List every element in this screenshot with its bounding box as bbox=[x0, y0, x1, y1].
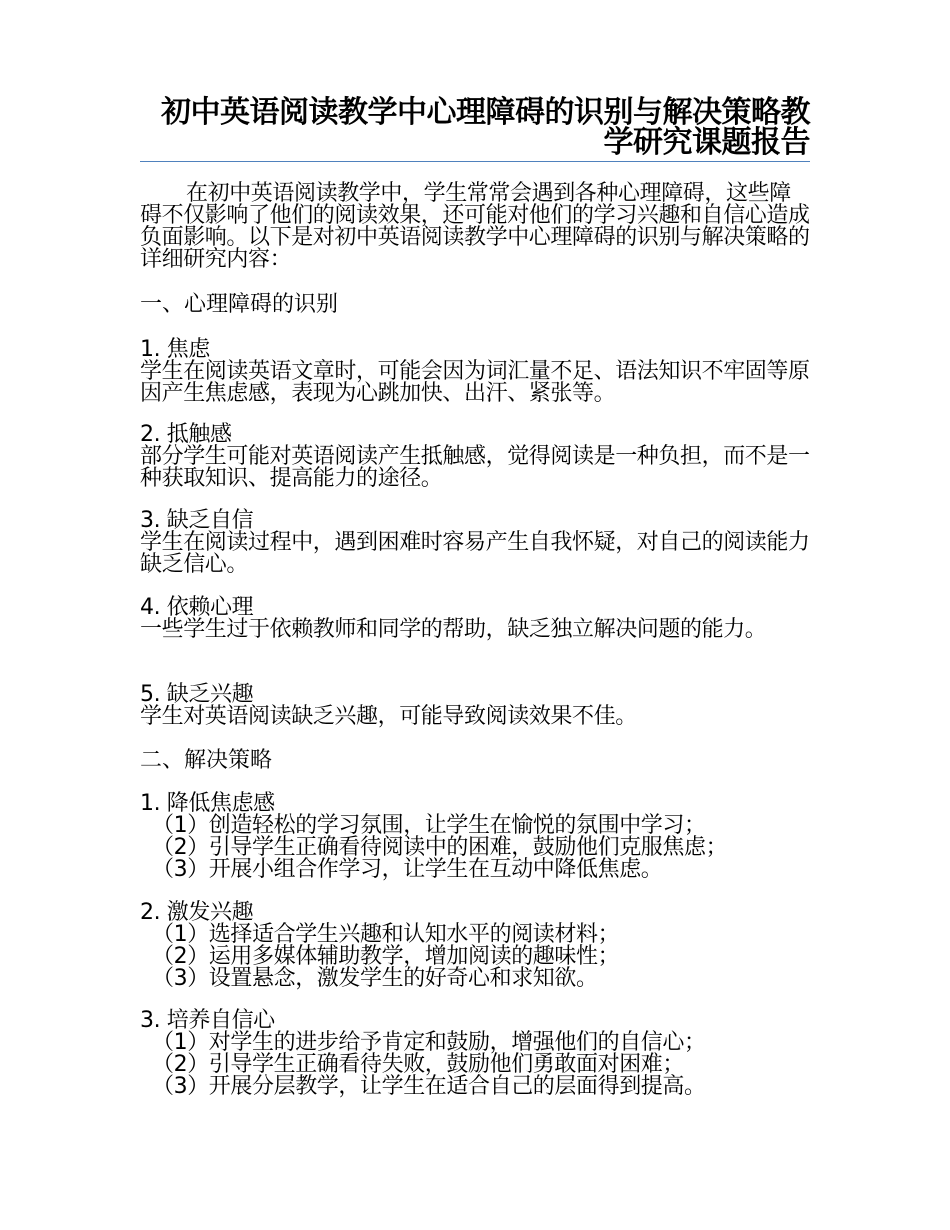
obstacle-item bbox=[140, 510, 812, 576]
strategy-point: （2）引导学生正确看待失败，鼓励他们勇敢面对困难； bbox=[152, 1052, 684, 1077]
obstacle-title: 2. 抵触感 bbox=[140, 422, 232, 447]
title-underline bbox=[140, 161, 810, 162]
obstacle-text: 学生对英语阅读缺乏兴趣，可能导致阅读效果不佳。 bbox=[140, 704, 637, 729]
strategy-title: 3. 培养自信心 bbox=[140, 1008, 275, 1033]
strategy-item bbox=[140, 793, 812, 881]
obstacle-text: 学生在阅读英语文章时，可能会因为词汇量不足、语法知识不牢固等原因产生焦虑感，表现为心跳加快、出汗、紧张等。 bbox=[140, 359, 810, 406]
strategy-point: （2）运用多媒体辅助教学，增加阅读的趣味性； bbox=[152, 944, 620, 969]
obstacle-item bbox=[140, 597, 812, 641]
strategy-title: 1. 降低焦虑感 bbox=[140, 791, 275, 816]
obstacle-text: 一些学生过于依赖教师和同学的帮助，缺乏独立解决问题的能力。 bbox=[140, 617, 767, 642]
strategy-title: 2. 激发兴趣 bbox=[140, 900, 254, 925]
strategy-point: （3）开展小组合作学习，让学生在互动中降低焦虑。 bbox=[152, 857, 663, 882]
obstacle-item bbox=[140, 424, 812, 490]
strategy-point: （3）开展分层教学，让学生在适合自己的层面得到提高。 bbox=[152, 1074, 706, 1099]
intro-paragraph: 在初中英语阅读教学中，学生常常会遇到各种心理障碍，这些障碍不仅影响了他们的阅读效果，还可能对他们的学习兴趣和自信心造成负面影响。以下是对初中英语阅读教学中心理障碍的识别与解决策略的详细研究内容： bbox=[140, 181, 810, 272]
section-heading-strategies: 二、解决策略 bbox=[140, 748, 273, 773]
obstacle-text: 学生在阅读过程中，遇到困难时容易产生自我怀疑，对自己的阅读能力缺乏信心。 bbox=[140, 530, 810, 577]
obstacle-item bbox=[140, 684, 812, 728]
strategy-point: （3）设置悬念，激发学生的好奇心和求知欲。 bbox=[152, 966, 598, 991]
obstacle-text: 部分学生可能对英语阅读产生抵触感，觉得阅读是一种负担，而不是一种获取知识、提高能力的途径。 bbox=[140, 444, 810, 491]
strategy-point: （1）选择适合学生兴趣和认知水平的阅读材料； bbox=[152, 922, 620, 947]
section-heading-identification: 一、心理障碍的识别 bbox=[140, 292, 339, 317]
strategy-point: （1）创造轻松的学习氛围，让学生在愉悦的氛围中学习； bbox=[152, 813, 706, 838]
strategy-item bbox=[140, 902, 812, 990]
obstacle-title: 1. 焦虑 bbox=[140, 337, 210, 362]
obstacle-title: 3. 缺乏自信 bbox=[140, 508, 254, 533]
obstacle-item bbox=[140, 339, 812, 405]
obstacle-title: 4. 依赖心理 bbox=[140, 595, 254, 620]
strategy-point: （1）对学生的进步给予肯定和鼓励，增强他们的自信心； bbox=[152, 1030, 706, 1055]
strategy-item bbox=[140, 1010, 812, 1098]
strategy-point: （2）引导学生正确看待阅读中的困难，鼓励他们克服焦虑； bbox=[152, 835, 728, 860]
document-title: 初中英语阅读教学中心理障碍的识别与解决策略教学研究课题报告 bbox=[161, 95, 810, 160]
obstacle-title: 5. 缺乏兴趣 bbox=[140, 682, 254, 707]
